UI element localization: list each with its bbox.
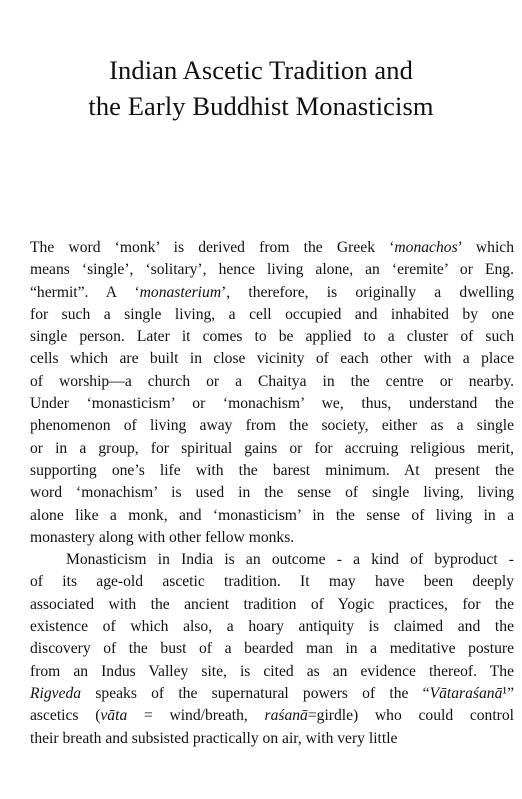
text-run: = wind/breath, — [127, 707, 265, 725]
text-line — [30, 683, 514, 705]
text-line — [30, 527, 514, 549]
text-line — [30, 259, 514, 281]
text-line — [30, 728, 514, 750]
italic-term: monachos — [394, 239, 458, 256]
body-text — [30, 237, 514, 750]
text-line — [30, 571, 514, 593]
text-run: speaks of the supernatural powers of the “ — [81, 684, 430, 702]
text-run: “hermit”. A ‘ — [30, 283, 140, 301]
text-line — [30, 304, 514, 326]
text-line — [30, 282, 514, 304]
text-line — [30, 638, 514, 660]
text-run: existence of which also, a hoary antiquity is claimed and the — [30, 618, 514, 636]
text-run: alone like a monk, and ‘monasticism’ in the sense of living in a — [30, 506, 514, 524]
italic-term: Vātaraśanā — [429, 684, 503, 702]
text-run: associated with the ancient tradition of Yogic practices, for the — [30, 595, 514, 613]
text-run: of worship—a church or a Chaitya in the centre or nearby. — [30, 372, 514, 390]
italic-term: vāta — [100, 707, 128, 725]
text-run: of its age-old ascetic tradition. It may have been deeply — [30, 573, 514, 591]
text-line — [30, 594, 514, 616]
text-line — [30, 237, 514, 259]
text-line — [30, 482, 514, 504]
text-run: single person. Later it comes to be applied to a cluster of such — [30, 328, 514, 346]
chapter-title — [0, 52, 522, 124]
text-run: The word ‘monk’ is derived from the Greek ‘ — [30, 239, 395, 256]
text-run: discovery of the bust of a bearded man in a meditative posture — [30, 640, 514, 658]
text-run: Monasticism in India is an outcome - a kind of byproduct - — [66, 551, 514, 569]
text-line — [30, 705, 514, 727]
text-run: =girdle) who could control — [307, 707, 514, 725]
chapter-title-line-2: the Early Buddhist Monasticism — [88, 91, 434, 121]
text-run: cells which are built in close vicinity of each other with a place — [30, 350, 514, 368]
text-line — [30, 348, 514, 370]
italic-term: monasterium — [139, 283, 222, 301]
text-run: phenomenon of living away from the society, either as a single — [30, 417, 514, 435]
text-run: or in a group, for spiritual gains or for accruing religious merit, — [30, 439, 514, 457]
text-run: ascetics ( — [30, 707, 101, 725]
text-run: word ‘monachism’ is used in the sense of single living, living — [30, 484, 514, 502]
text-line — [30, 415, 514, 437]
text-run: monastery along with other fellow monks. — [30, 528, 295, 546]
text-run: Under ‘monasticism’ or ‘monachism’ we, thus, understand the — [30, 395, 514, 413]
text-line — [30, 661, 514, 683]
text-run: ’ which — [457, 239, 514, 256]
text-run: from an Indus Valley site, is cited as an evidence thereof. The — [30, 662, 514, 680]
text-line — [30, 549, 514, 571]
text-run: ¹” — [502, 684, 514, 702]
text-run: for such a single living, a cell occupied and inhabited by one — [30, 305, 514, 323]
chapter-title-line-1: Indian Ascetic Tradition and — [109, 55, 413, 85]
text-line — [30, 438, 514, 460]
text-line — [30, 505, 514, 527]
text-line — [30, 326, 514, 348]
text-line — [30, 616, 514, 638]
text-run: supporting one’s life with the barest minimum. At present the — [30, 461, 514, 479]
text-line — [30, 460, 514, 482]
paragraph — [30, 549, 514, 750]
italic-term: Rigveda — [30, 684, 82, 702]
text-run: ’, therefore, is originally a dwelling — [221, 283, 514, 301]
text-run: their breath and subsisted practically on air, with very little — [30, 729, 398, 747]
italic-term: raśanā — [264, 707, 308, 725]
text-line — [30, 371, 514, 393]
text-line — [30, 393, 514, 415]
text-run: means ‘single’, ‘solitary’, hence living alone, an ‘eremite’ or Eng. — [30, 261, 514, 279]
paragraph — [30, 237, 514, 549]
